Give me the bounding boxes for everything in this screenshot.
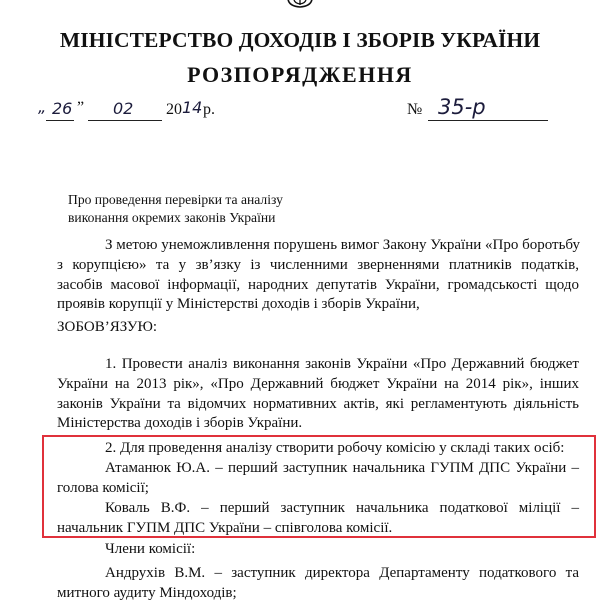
date-year-unit: р. xyxy=(203,101,215,118)
item-1-line-1: 1. Провести аналіз виконання законів України «Про Державний бюджет xyxy=(105,356,579,372)
date-number-row xyxy=(0,95,600,128)
date-year-suffix: 14 xyxy=(182,98,203,117)
item-2-line-2: Атаманюк Ю.А. – перший заступник начальника ГУПМ ДПС України – xyxy=(105,460,579,476)
member-1 xyxy=(57,564,579,604)
item-2-line-4: Коваль В.Ф. – перший заступник начальника податкової міліції – xyxy=(105,500,579,516)
date-day: 26 xyxy=(52,99,73,118)
item-2-line-3: голова комісії; xyxy=(57,479,149,496)
subject-line-2: виконання окремих законів України xyxy=(68,210,276,225)
item-2-cochair xyxy=(57,499,579,539)
directive-heading: ЗОБОВ’ЯЗУЮ: xyxy=(57,319,158,335)
preamble-line-3: засобів масової інформації, народних депутатів України, громадськості щодо xyxy=(57,276,579,293)
date-year-prefix: 20 xyxy=(166,101,182,118)
members-heading: Члени комісії: xyxy=(105,541,196,557)
item-1-paragraph xyxy=(57,355,579,434)
date-month-underline xyxy=(88,120,162,121)
preamble-paragraph xyxy=(57,236,579,315)
subject-line-1: Про проведення перевірки та аналізу xyxy=(68,192,283,207)
date-month: 02 xyxy=(113,99,134,118)
coat-of-arms-icon xyxy=(280,0,320,8)
preamble-line-1: З метою унеможливлення порушень вимог Закону України «Про боротьбу xyxy=(105,237,580,253)
item-2-line-1: 2. Для проведення аналізу створити робочу комісію у складі таких осіб: xyxy=(105,440,565,456)
preamble-line-2: з корупцією» та у зв’язку із численними зверненнями платників податків, xyxy=(57,256,579,273)
member-1-line-2: митного аудиту Міндоходів; xyxy=(57,584,237,601)
date-close-quote: ” xyxy=(77,99,85,116)
subject xyxy=(68,191,283,227)
date-day-underline xyxy=(46,120,74,121)
number-label: № xyxy=(407,101,423,118)
date-open-quote: „ xyxy=(38,97,47,116)
document-type: РОЗПОРЯДЖЕННЯ xyxy=(187,62,413,87)
item-2-chair xyxy=(57,459,579,499)
item-1-line-4: Міністерства доходів і зборів України. xyxy=(57,415,303,432)
document-number: 35-р xyxy=(438,95,486,119)
item-1-line-2: України на 2013 рік», «Про Державний бюджет України на 2014 рік», інших xyxy=(57,375,579,392)
ministry-title: МІНІСТЕРСТВО ДОХОДІВ І ЗБОРІВ УКРАЇНИ xyxy=(59,28,541,52)
number-underline xyxy=(428,120,548,121)
item-1-line-3: законів України та відомчих нормативних актів, які регламентують діяльність xyxy=(57,395,579,412)
preamble-line-4: проявів корупції у Міністерстві доходів і зборів України, xyxy=(57,296,420,313)
item-2-line-5: начальник ГУПМ ДПС України – співголова комісії. xyxy=(57,519,393,536)
member-1-line-1: Андрухів В.М. – заступник директора Департаменту податкового та xyxy=(105,565,579,581)
